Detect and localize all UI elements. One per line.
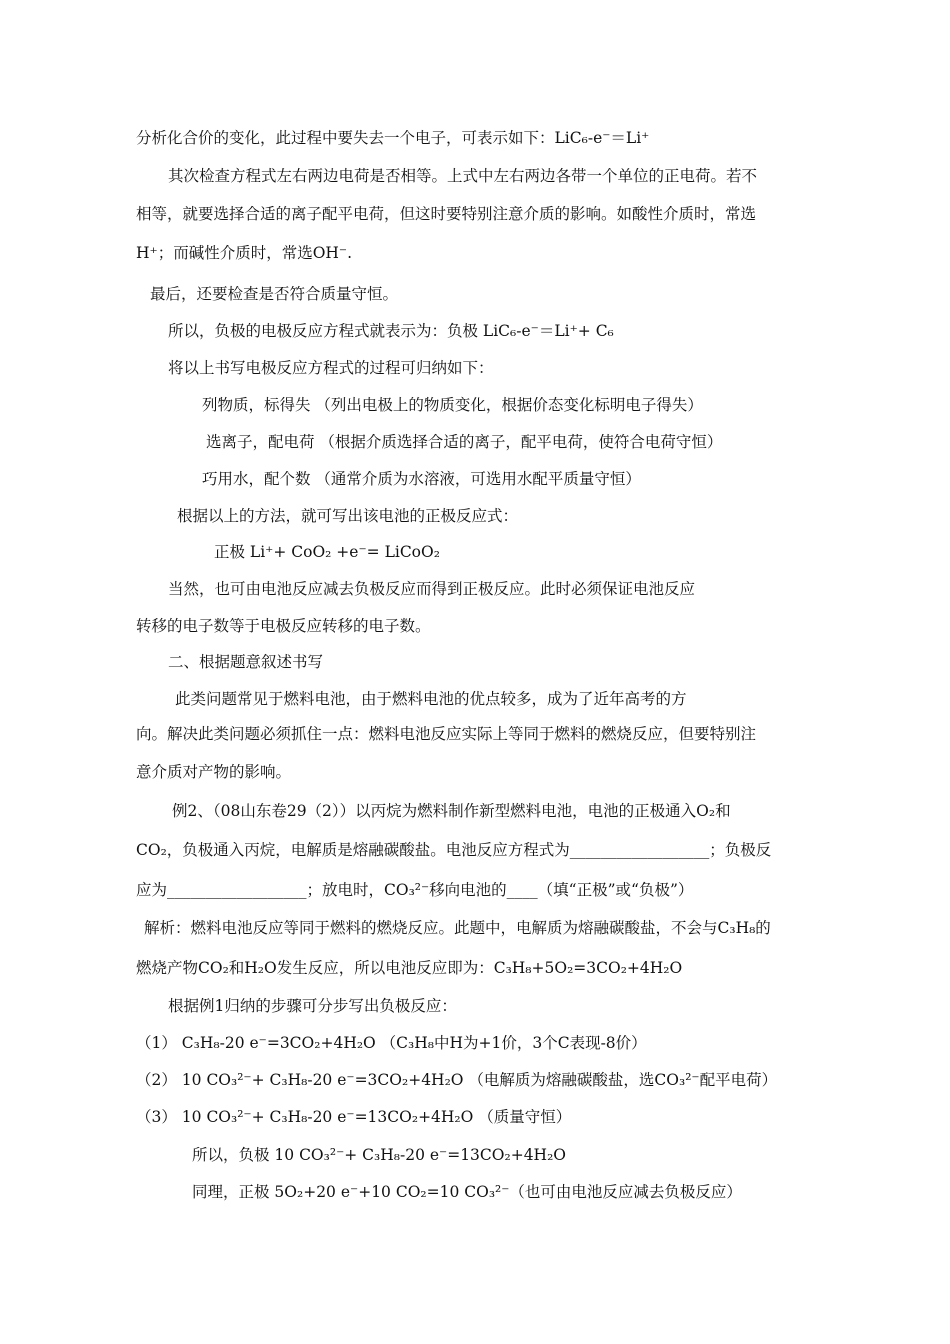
text-line-7: 将以上书写电极反应方程式的过程可归纳如下： xyxy=(168,359,494,377)
conclusion-negative: 所以，负极 10 CO₃²⁻+ C₃H₈-20 e⁻=13CO₂+4H₂O xyxy=(192,1146,566,1164)
step-3: （3） 10 CO₃²⁻+ C₃H₈-20 e⁻=13CO₂+4H₂O （质量守恒） xyxy=(136,1108,572,1126)
text-line-5: 最后，还要检查是否符合质量守恒。 xyxy=(150,285,399,303)
text-line-8: 列物质，标得失 （列出电极上的物质变化，根据价态变化标明电子得失） xyxy=(202,396,703,414)
text-line-13: 当然，也可由电池反应减去负极反应而得到正极反应。此时必须保证电池反应 xyxy=(168,580,696,598)
analysis-line-1: 解析：燃料电池反应等同于燃料的燃烧反应。此题中，电解质为熔融碳酸盐，不会与C₃H₈的 xyxy=(144,919,771,937)
step-1: （1） C₃H₈-20 e⁻=3CO₂+4H₂O （C₃H₈中H为+1价，3个C表现-8价） xyxy=(136,1034,647,1052)
analysis-line-2: 燃烧产物CO₂和H₂O发生反应，所以电池反应即为：C₃H₈+5O₂=3CO₂+4H₂O xyxy=(136,959,683,977)
text-line-6: 所以，负极的电极反应方程式就表示为：负极 LiC₆-e⁻＝Li⁺+ C₆ xyxy=(168,322,614,340)
text-line-24: 根据例1归纳的步骤可分步写出负极反应： xyxy=(168,997,457,1015)
text-line-12: 正极 Li⁺+ CoO₂ +e⁻= LiCoO₂ xyxy=(214,543,440,561)
text-line-4: H⁺；而碱性介质时，常选OH⁻. xyxy=(136,244,353,262)
example-line-1: 例2、（08山东卷29（2））以丙烷为燃料制作新型燃料电池，电池的正极通入O₂和 xyxy=(172,802,731,820)
step-2: （2） 10 CO₃²⁻+ C₃H₈-20 e⁻=3CO₂+4H₂O （电解质为熔融碳酸盐，选CO₃²⁻配平电荷） xyxy=(136,1071,778,1089)
text-line-3: 相等，就要选择合适的离子配平电荷，但这时要特别注意介质的影响。如酸性介质时，常选 xyxy=(136,205,757,223)
example-line-2: CO₂，负极通入丙烷，电解质是熔融碳酸盐。电池反应方程式为__________________；负极反 xyxy=(136,841,772,859)
text-line-9: 选离子，配电荷 （根据介质选择合适的离子，配平电荷，使符合电荷守恒） xyxy=(206,433,723,451)
text-line-16: 此类问题常见于燃料电池，由于燃料电池的优点较多，成为了近年高考的方 xyxy=(175,690,687,708)
text-line-2: 其次检查方程式左右两边电荷是否相等。上式中左右两边各带一个单位的正电荷。若不 xyxy=(168,167,758,185)
section-heading: 二、根据题意叙述书写 xyxy=(168,653,324,671)
example-line-3: 应为__________________；放电时，CO₃²⁻移向电池的____（填“正极”或“负极”） xyxy=(136,881,694,899)
text-line-11: 根据以上的方法，就可写出该电池的正极反应式： xyxy=(177,507,519,525)
text-line-1: 分析化合价的变化，此过程中要失去一个电子，可表示如下：LiC₆-e⁻＝Li⁺ xyxy=(136,129,650,147)
text-line-17: 向。解决此类问题必须抓住一点：燃料电池反应实际上等同于燃料的燃烧反应，但要特别注 xyxy=(136,725,757,743)
conclusion-positive: 同理，正极 5O₂+20 e⁻+10 CO₂=10 CO₃²⁻（也可由电池反应减去负极反应） xyxy=(192,1183,742,1201)
text-line-10: 巧用水，配个数 （通常介质为水溶液，可选用水配平质量守恒） xyxy=(202,470,641,488)
text-line-18: 意介质对产物的影响。 xyxy=(136,763,292,781)
text-line-14: 转移的电子数等于电极反应转移的电子数。 xyxy=(136,617,431,635)
